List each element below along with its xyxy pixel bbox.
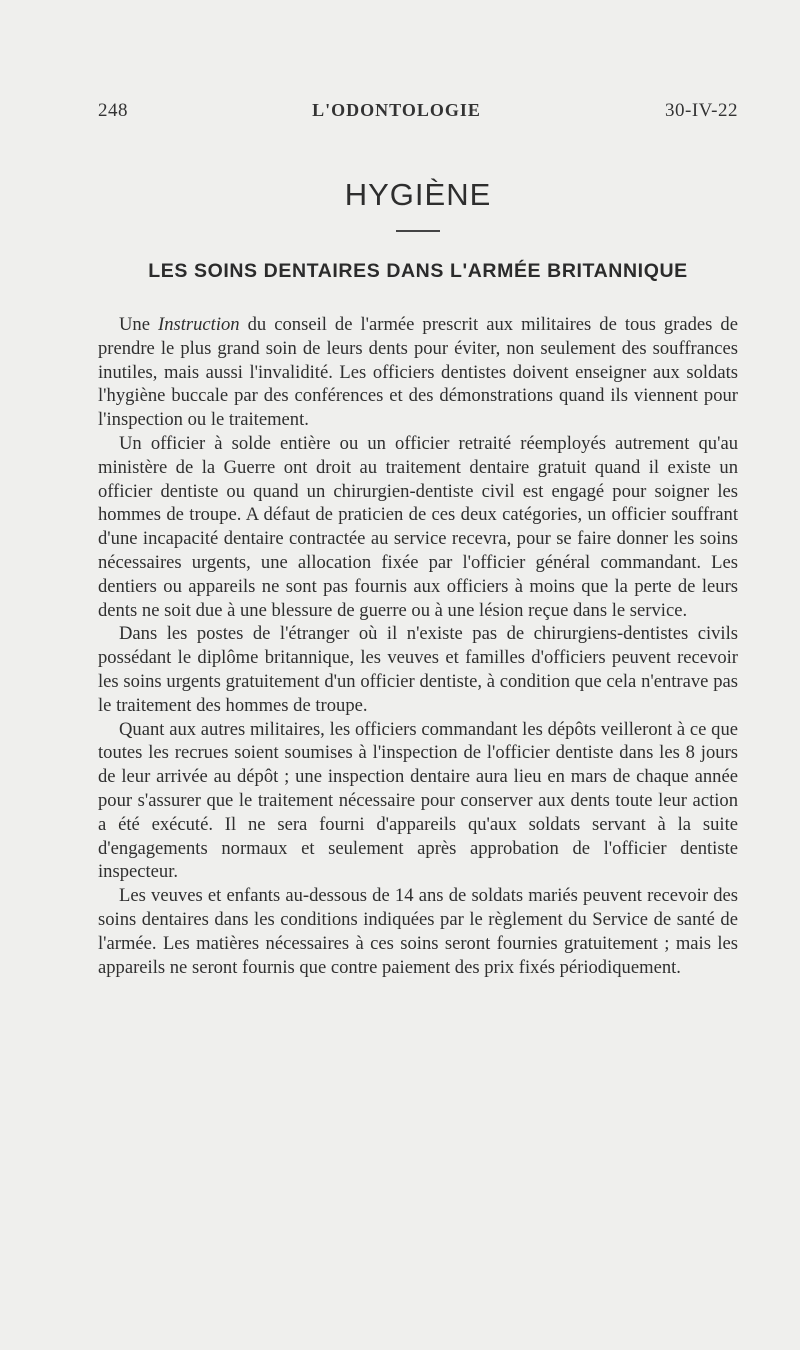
italic-term: Instruction [158,314,240,335]
running-header [98,100,738,122]
paragraph-3: Dans les postes de l'étranger où il n'existe pas de chirurgiens-dentistes civils possédant le diplôme britannique, les veuves et familles d'officiers peuvent recevoir les soins urgents gratuitement d'un officier dentiste, à condition que cela n'entrave pas le traitement des hommes de troupe. [98,623,738,716]
article-title: LES SOINS DENTAIRES DANS L'ARMÉE BRITANNIQUE [148,260,688,282]
paragraph-2: Un officier à solde entière ou un officier retraité réemployés autrement qu'au ministère de la Guerre ont droit au traitement dentaire gratuit quand il existe un officier dentiste ou quand un chirurgien-dentiste civil est engagé pour soigner les hommes de troupe. A défaut de praticien de ces deux catégories, un officier souffrant d'une incapacité dentaire contractée au service recevra, pour se faire donner les soins nécessaires urgents, une allocation fixée par l'officier général commandant. Les dentiers ou appareils ne sont pas fournis aux officiers à moins que la perte de leurs dents ne soit due à une blessure de guerre ou à une lésion reçue dans le service. [98,432,738,621]
page-number: 248 [98,100,128,121]
paragraph-5: Les veuves et enfants au-dessous de 14 ans de soldats mariés peuvent recevoir des soins dentaires dans les conditions indiquées par le règlement du Service de santé de l'armée. Les matières nécessaires à ces soins seront fournies gratuitement ; mais les appareils ne seront fournis que contre paiement des prix fixés périodiquement. [98,885,738,978]
article-body [98,313,738,979]
journal-title: L'ODONTOLOGIE [312,100,481,120]
document-page [98,100,738,979]
paragraph-4: Quant aux autres militaires, les officiers commandant les dépôts veilleront à ce que toutes les recrues soient soumises à l'inspection de l'officier dentiste dans les 8 jours de leur arrivée au dépôt ; une inspection dentaire aura lieu en mars de chaque année pour s'assurer que le traitement nécessaire pour conserver aux dents toute leur action a été exécuté. Il ne sera fourni d'appareils qu'aux soldats servant à la suite d'engagements normaux et seulement après approbation de l'officier dentiste inspecteur. [98,718,738,883]
issue-date: 30-IV-22 [665,100,738,121]
section-title: HYGIÈNE [344,177,492,212]
paragraph-1: Une Instruction du conseil de l'armée prescrit aux militaires de tous grades de prendre le plus grand soin de leurs dents pour éviter, non seulement des souffrances inutiles, mais aussi l'invalidité. Les officiers dentistes doivent enseigner aux soldats l'hygiène buccale par des conférences et des démonstrations quand ils viennent pour l'inspection ou le traitement. [98,314,738,431]
title-rule [396,230,440,232]
